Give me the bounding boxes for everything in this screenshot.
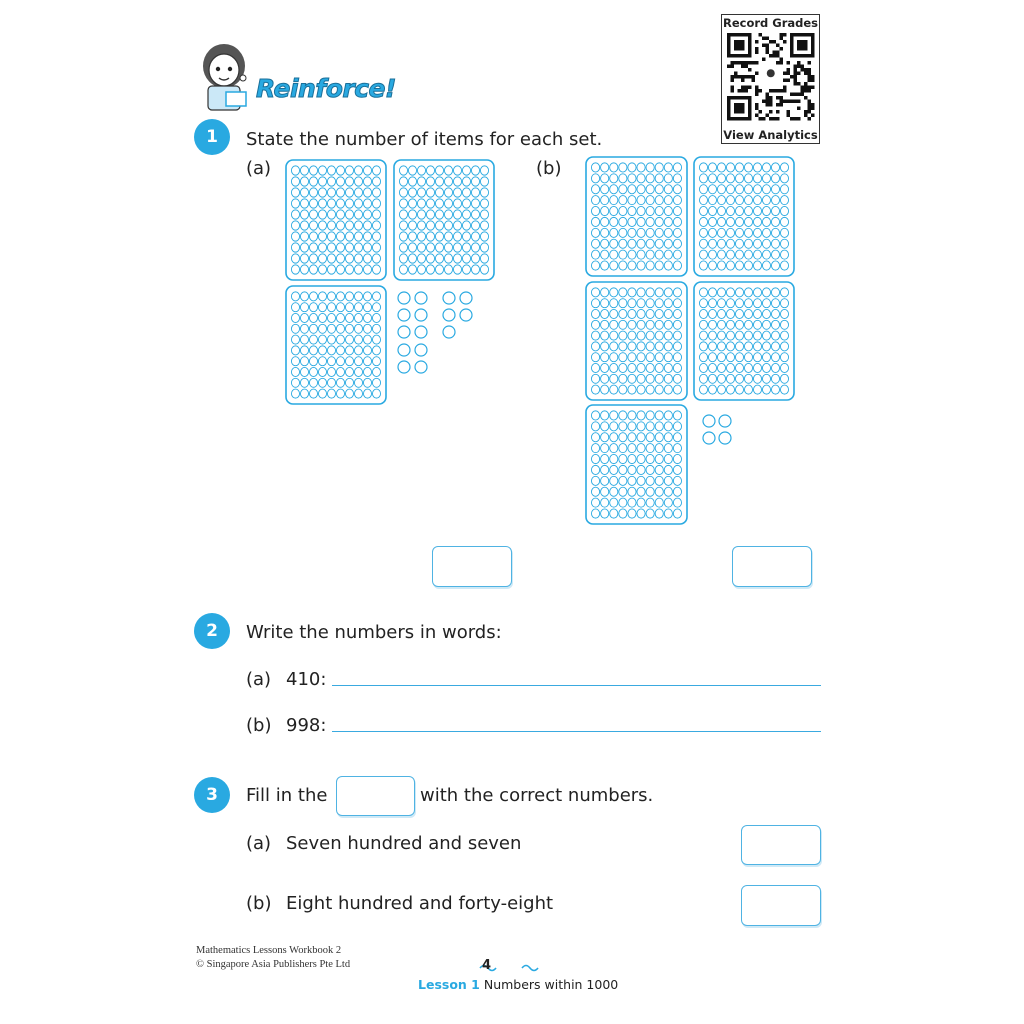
question-2b-number: 998: <box>286 715 327 736</box>
question-2a-number: 410: <box>286 669 327 690</box>
question-3-text-before: Fill in the <box>246 785 328 806</box>
question-3b-label: (b) <box>246 893 272 914</box>
page-title: Reinforce! <box>256 74 396 103</box>
hundred-block <box>586 282 687 400</box>
answer-box-1a[interactable] <box>432 546 512 587</box>
hundred-block <box>694 282 794 400</box>
unit-cube <box>415 292 427 304</box>
unit-cube <box>703 415 715 427</box>
unit-cube <box>719 432 731 444</box>
lesson-number: Lesson 1 <box>418 977 480 992</box>
unit-cube <box>719 415 731 427</box>
hundred-block <box>286 286 386 404</box>
question-2-text: Write the numbers in words: <box>246 622 502 643</box>
footer-publisher <box>196 944 350 972</box>
question-3a-text: Seven hundred and seven <box>286 833 522 854</box>
answer-line-2a[interactable] <box>332 685 821 686</box>
question-3b-text: Eight hundred and forty-eight <box>286 893 554 914</box>
hundred-block <box>694 157 794 276</box>
example-box <box>336 776 415 816</box>
copyright: © Singapore Asia Publishers Pte Ltd <box>196 959 351 970</box>
unit-cube <box>398 361 410 373</box>
hundred-block <box>394 160 494 280</box>
unit-cube <box>460 292 472 304</box>
unit-cube <box>443 309 455 321</box>
unit-cube <box>398 326 410 338</box>
question-1b-label: (b) <box>536 158 562 179</box>
hundred-block <box>286 160 386 280</box>
unit-cube <box>398 292 410 304</box>
lesson-footer <box>418 977 618 992</box>
answer-box-3b[interactable] <box>741 885 821 926</box>
answer-line-2b[interactable] <box>332 731 821 732</box>
unit-cube <box>398 309 410 321</box>
unit-cube <box>415 326 427 338</box>
question-2a-label: (a) <box>246 669 272 690</box>
question-3-text-after: with the correct numbers. <box>420 785 654 806</box>
qr-bottom-label: View Analytics <box>723 128 818 142</box>
answer-box-1b[interactable] <box>732 546 812 587</box>
question-1a-label: (a) <box>246 158 272 179</box>
unit-cube <box>703 432 715 444</box>
hundred-block <box>586 157 687 276</box>
unit-cube <box>443 292 455 304</box>
page-number: 4 <box>482 958 492 973</box>
book-title: Mathematics Lessons Workbook 2 <box>196 945 342 956</box>
hundred-block <box>586 405 687 524</box>
question-2-number: 2 <box>194 613 230 649</box>
question-2b-label: (b) <box>246 715 272 736</box>
answer-box-3a[interactable] <box>741 825 821 865</box>
lesson-title: Numbers within 1000 <box>483 977 619 992</box>
question-1-text: State the number of items for each set. <box>246 129 603 150</box>
question-1-number: 1 <box>194 119 230 155</box>
unit-cube <box>415 309 427 321</box>
unit-cube <box>443 326 455 338</box>
unit-cube <box>415 361 427 373</box>
unit-cube <box>398 344 410 356</box>
question-3a-label: (a) <box>246 833 272 854</box>
unit-cube <box>415 344 427 356</box>
unit-cube <box>460 309 472 321</box>
question-3-number: 3 <box>194 777 230 813</box>
qr-top-label: Record Grades <box>722 16 819 30</box>
